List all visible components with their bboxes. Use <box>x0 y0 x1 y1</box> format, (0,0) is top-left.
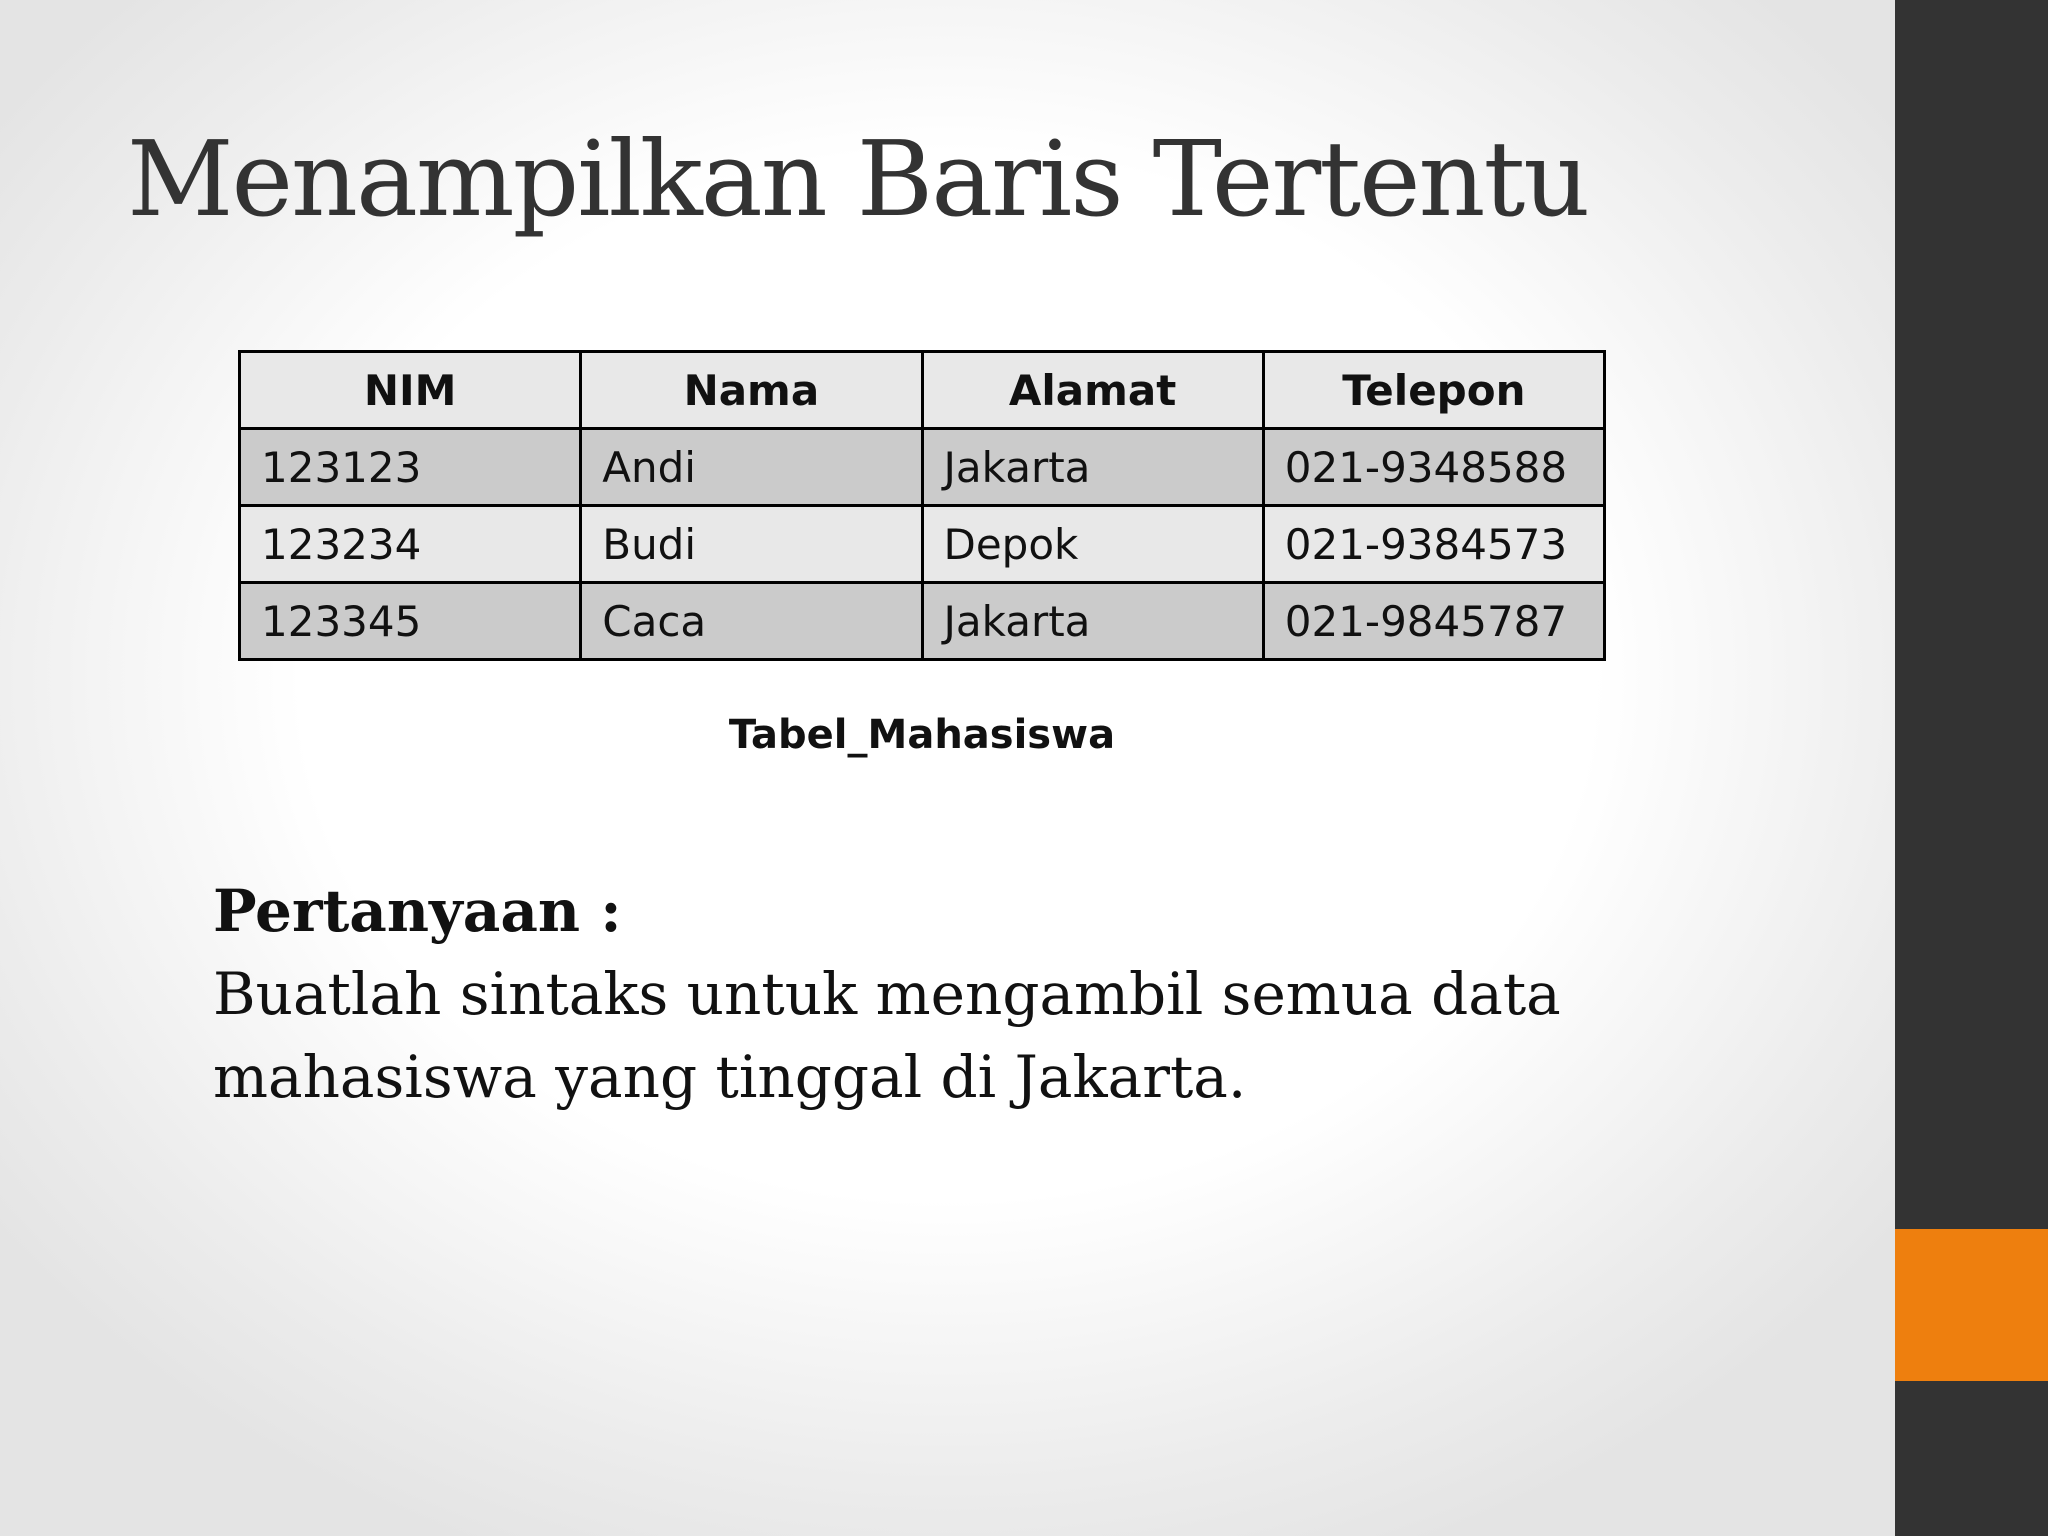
cell-alamat: Jakarta <box>922 429 1263 506</box>
mahasiswa-table <box>238 350 1606 661</box>
table-row <box>240 583 1605 660</box>
table-caption: Tabel_Mahasiswa <box>728 712 1116 758</box>
cell-nama: Caca <box>581 583 922 660</box>
cell-nim: 123345 <box>240 583 581 660</box>
cell-nama: Budi <box>581 506 922 583</box>
cell-alamat: Jakarta <box>922 583 1263 660</box>
table-header-row <box>240 352 1605 429</box>
question-heading: Pertanyaan : <box>213 877 622 945</box>
cell-telepon: 021-9348588 <box>1263 429 1604 506</box>
column-header-alamat: Alamat <box>922 352 1263 429</box>
cell-telepon: 021-9845787 <box>1263 583 1604 660</box>
column-header-telepon: Telepon <box>1263 352 1604 429</box>
table-row <box>240 506 1605 583</box>
table-row <box>240 429 1605 506</box>
column-header-nim: NIM <box>240 352 581 429</box>
column-header-nama: Nama <box>581 352 922 429</box>
cell-alamat: Depok <box>922 506 1263 583</box>
cell-nama: Andi <box>581 429 922 506</box>
sidebar-bar <box>1895 0 2048 1536</box>
question-line-1: Buatlah sintaks untuk mengambil semua data <box>213 960 1561 1028</box>
cell-nim: 123123 <box>240 429 581 506</box>
cell-telepon: 021-9384573 <box>1263 506 1604 583</box>
question-block <box>213 870 1713 1119</box>
question-line-2: mahasiswa yang tinggal di Jakarta. <box>213 1043 1247 1111</box>
cell-nim: 123234 <box>240 506 581 583</box>
slide-title: Menampilkan Baris Tertentu <box>127 118 1589 240</box>
accent-block <box>1895 1229 2048 1381</box>
